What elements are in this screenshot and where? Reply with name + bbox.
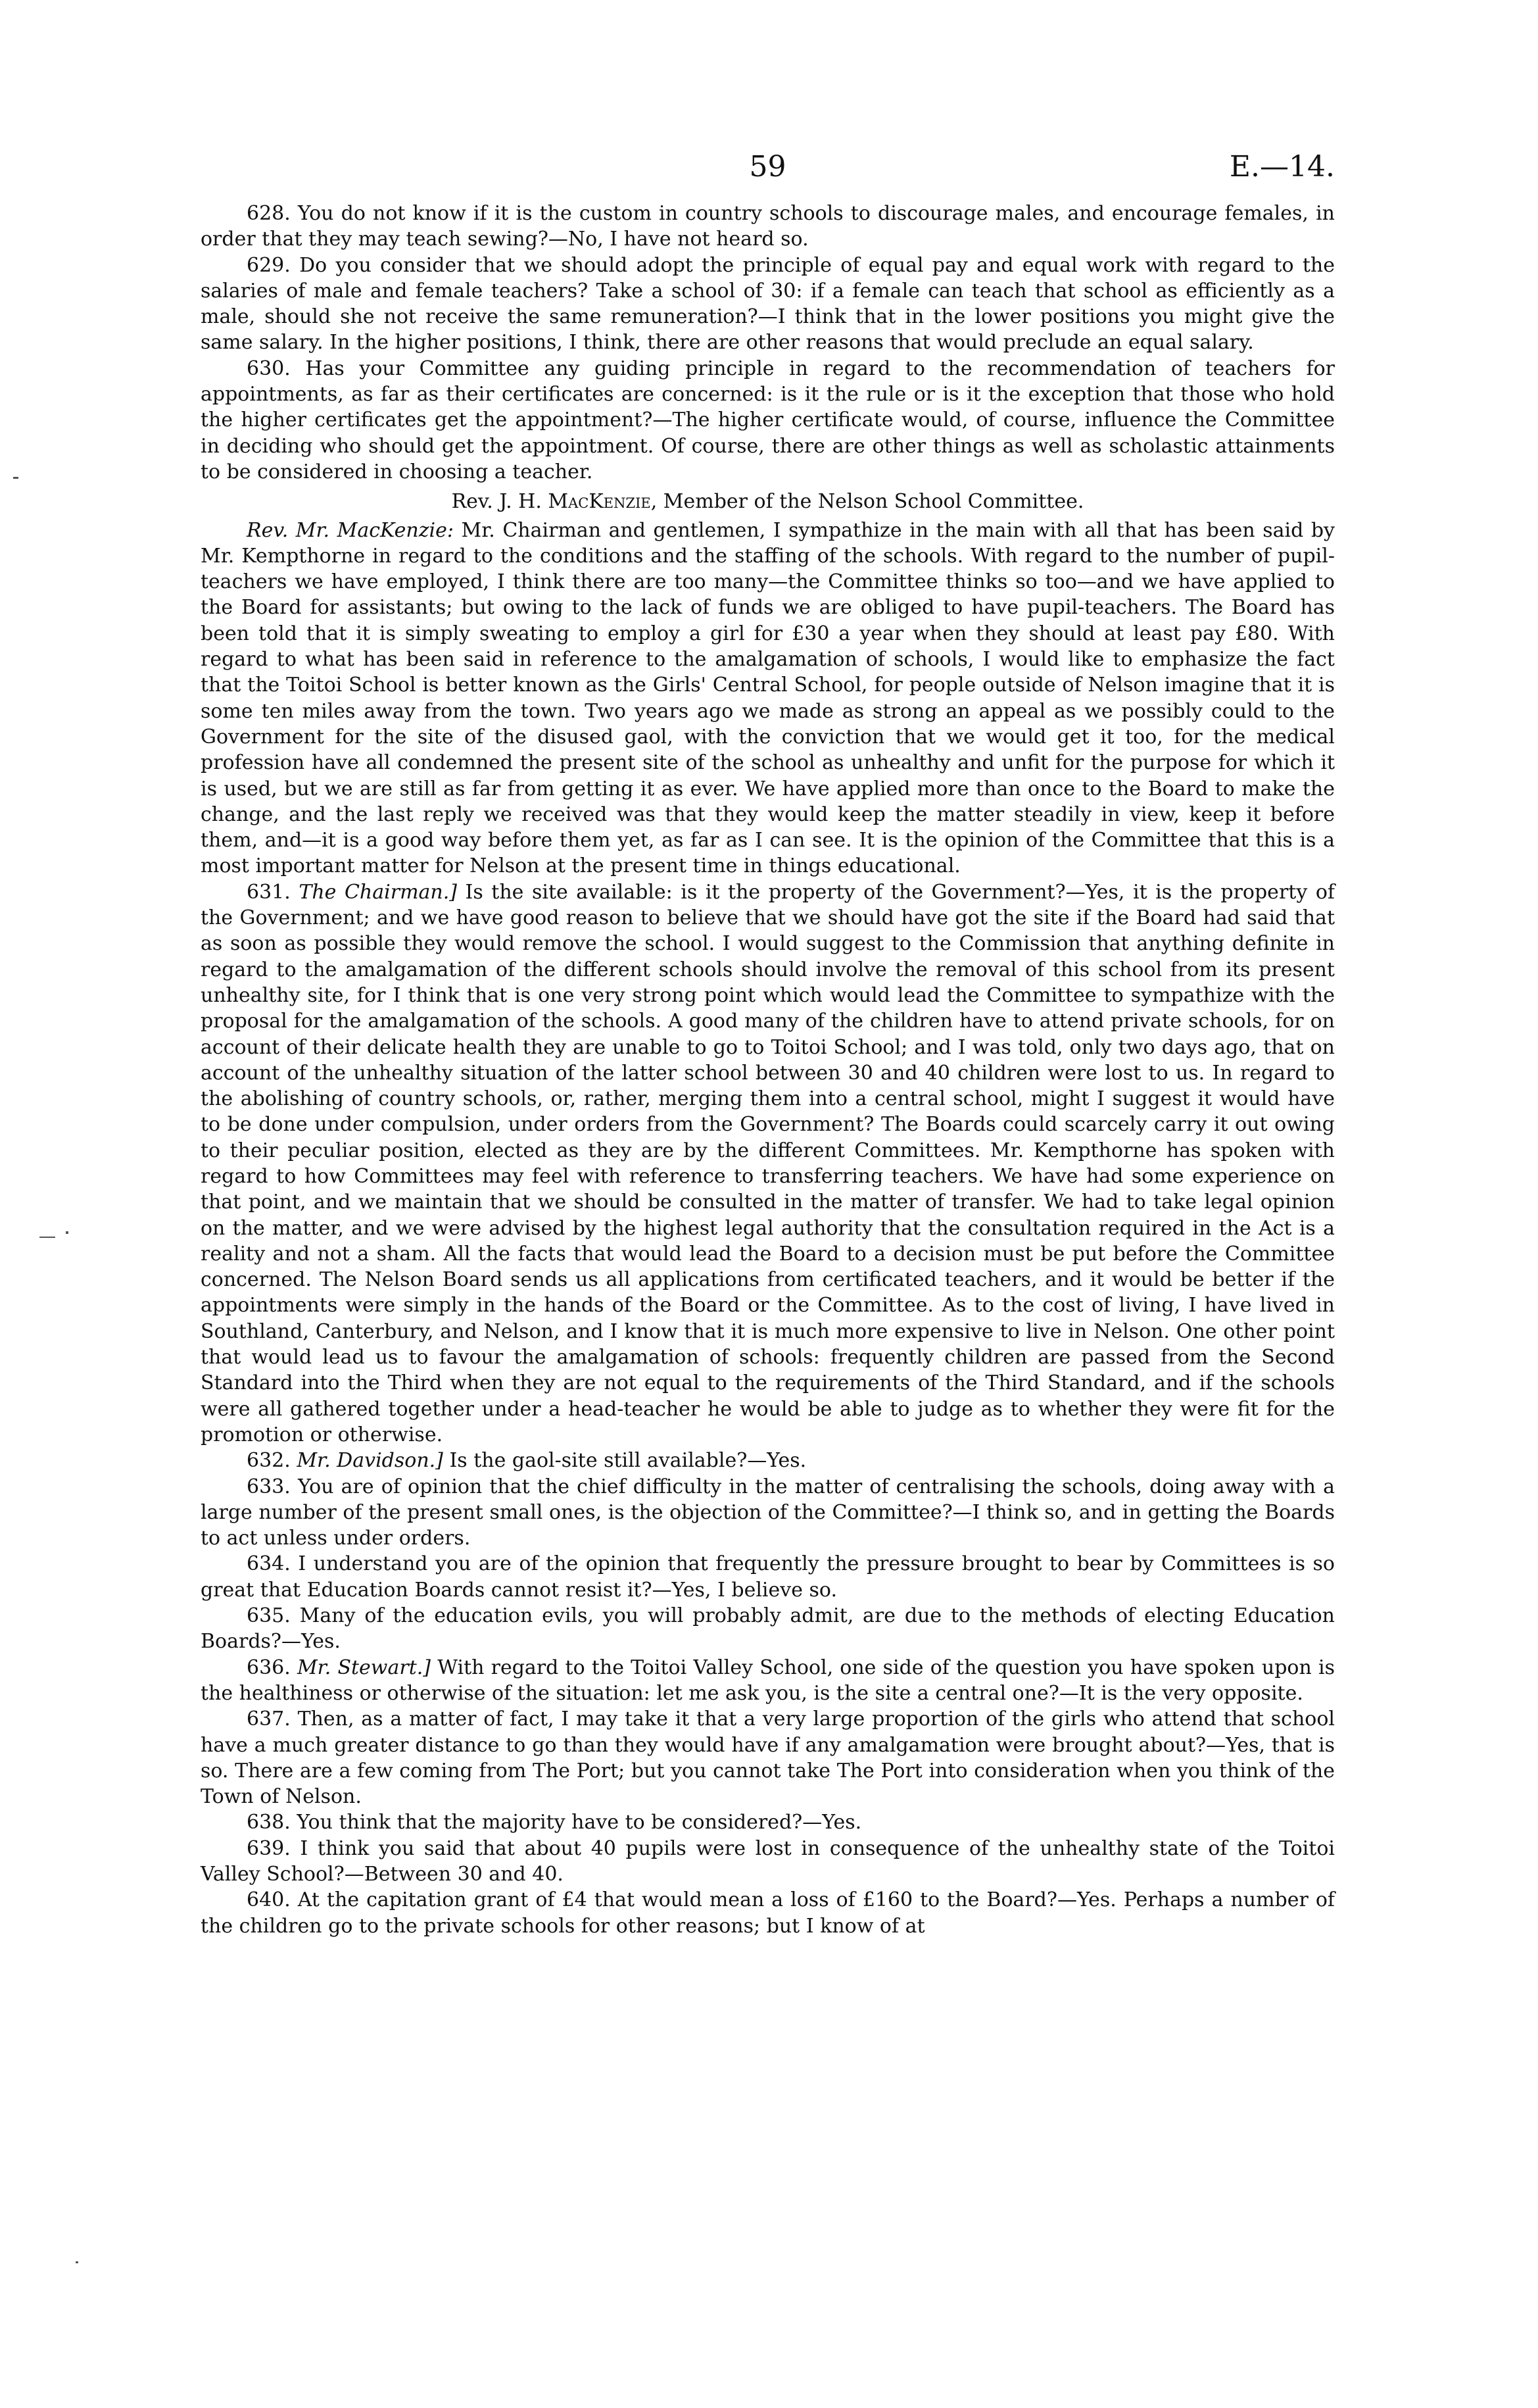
- statement-text: Mr. Chairman and gentlemen, I sympathize in the main with all that has been said by Mr. Kempthorne in regard to the conditions and the staffing of the schools. With regard to the number of pupil-teachers we have employed, I think there are too many—the Committee thinks so too—and we have applied to the Board for assistants; but owing to the lack of funds we are obliged to have pupil-teachers. The Board has been told that it is simply sweating to employ a girl for £30 a year when they should at least pay £80. With regard to what has been said in reference to the amalgamation of schools, I would like to emphasize the fact that the Toitoi School is better known as the Girls' Central School, for people outside of Nelson imagine that it is some ten miles away from the town. Two years ago we made as strong an appeal as we possibly could to the Government for the site of the disused gaol, with the conviction that we would get it too, for the medical profession have all condemned the present site of the school as unhealthy and unfit for the purpose for which it is used, but we are still as far from getting it as ever. We have applied more than once to the Board to make the change, and the last reply we received was that they would keep the matter steadily in view, keep it before them, and—it is a good way before them yet, as far as I can see. It is the opinion of the Committee that this is a most important matter for Nelson at the present time in things educational.: [201, 518, 1335, 878]
- questioner: The Chairman.]: [299, 880, 457, 904]
- question-number: 629.: [247, 253, 291, 277]
- question-number: 637.: [247, 1708, 291, 1731]
- margin-speck: [39, 1237, 55, 1238]
- witness-role: , Member of the Nelson School Committee.: [650, 490, 1084, 514]
- paragraph-640: [201, 1887, 1335, 1939]
- paragraph-text: Then, as a matter of fact, I may take it that a very large proportion of the girls who attend that school have a much greater distance to go than they would have if any amalgamation were brought about?—Yes, that is so. There are a few coming from The Port; but you cannot take The Port into consideration when you think of the Town of Nelson.: [201, 1708, 1335, 1809]
- paragraph-631: [201, 879, 1335, 1448]
- page-header: [201, 150, 1335, 189]
- question-number: 640.: [247, 1888, 291, 1912]
- question-number: 631.: [247, 880, 291, 904]
- page-number: 59: [749, 150, 786, 184]
- question-number: 635.: [247, 1604, 291, 1628]
- margin-speck: [66, 1231, 68, 1234]
- questioner: Mr. Stewart.]: [297, 1656, 431, 1679]
- paragraph-text: Is the gaol-site still available?—Yes.: [449, 1449, 807, 1473]
- question-number: 630.: [247, 356, 291, 380]
- paragraph-text: Many of the education evils, you will probably admit, are due to the methods of electing Education Boards?—Yes.: [201, 1604, 1335, 1654]
- witness-heading: [201, 489, 1335, 514]
- paragraph-630: [201, 356, 1335, 485]
- paragraph-text: You think that the majority have to be considered?—Yes.: [297, 1811, 862, 1834]
- margin-speck: [76, 2261, 78, 2263]
- paragraph-634: [201, 1551, 1335, 1603]
- paragraph-633: [201, 1474, 1335, 1552]
- questioner: Mr. Davidson.]: [297, 1449, 443, 1473]
- paragraph-text: I understand you are of the opinion that frequently the pressure brought to bear by Committees is so great that Education Boards cannot resist it?—Yes, I believe so.: [201, 1552, 1335, 1602]
- question-number: 639.: [247, 1836, 291, 1860]
- paragraph-628: [201, 201, 1335, 253]
- body-text: [201, 201, 1335, 1939]
- paragraph-637: [201, 1706, 1335, 1809]
- question-number: 638.: [247, 1811, 291, 1834]
- paragraph-636: [201, 1655, 1335, 1707]
- paragraph-629: [201, 253, 1335, 356]
- paragraph-639: [201, 1836, 1335, 1888]
- paragraph-text: You are of opinion that the chief difficulty in the matter of centralising the schools, doing away with a large number of the present small ones, is the objection of the Committee?—I think so, and in getting the Boards to act unless under orders.: [201, 1475, 1335, 1550]
- opening-statement: [201, 518, 1335, 879]
- paragraph-638: [201, 1809, 1335, 1835]
- paragraph-635: [201, 1603, 1335, 1655]
- paragraph-text: At the capitation grant of £4 that would mean a loss of £160 to the Board?—Yes. Perhaps a number of the children go to the private schools for other reasons; but I know of at: [201, 1888, 1335, 1938]
- question-number: 634.: [247, 1552, 291, 1576]
- paragraph-text: With regard to the Toitoi Valley School, one side of the question you have spoken upon is the healthiness or otherwise of the situation: let me ask you, is the site a central one?—It is the very opposite.: [201, 1656, 1335, 1705]
- paragraph-text: You do not know if it is the custom in country schools to discourage males, and encourage females, in order that they may teach sewing?—No, I have not heard so.: [201, 202, 1335, 251]
- paragraph-text: Has your Committee any guiding principle in regard to the recommendation of teachers for appointments, as far as their certificates are concerned: is it the rule or is it the exception that those who hold the higher certificates get the appointment?—The higher certificate would, of course, influence the Committee in deciding who should get the appointment. Of course, there are other things as well as scholastic attainments to be considered in choosing a teacher.: [201, 356, 1335, 483]
- paragraph-632: [201, 1448, 1335, 1473]
- paragraph-text: Is the site available: is it the property of the Government?—Yes, it is the property of the Government; and we have good reason to believe that we should have got the site if the Board had said that as soon as possible they would remove the school. I would suggest to the Commission that anything definite in regard to the amalgamation of the different schools should involve the removal of this school from its present unhealthy site, for I think that is one very strong point which would lead the Committee to sympathize with the proposal for the amalgamation of the schools. A good many of the children have to attend private schools, for on account of their delicate health they are unable to go to Toitoi School; and I was told, only two days ago, that on account of the unhealthy situation of the latter school between 30 and 40 children were lost to us. In regard to the abolishing of country schools, or, rather, merging them into a central school, might I suggest it would have to be done under compulsion, under orders from the Government? The Boards could scarcely carry it out owing to their peculiar position, elected as they are by the different Committees. Mr. Kempthorne has spoken with regard to how Committees may feel with reference to transferring teachers. We have had some experience on that point, and we maintain that we should be consulted in the matter of transfer. We had to take legal opinion on the matter, and we were advised by the highest legal authority that the consultation required in the Act is a reality and not a sham. All the facts that would lead the Board to a decision must be put before the Committee concerned. The Nelson Board sends us all applications from certificated teachers, and it would be better if the appointments were simply in the hands of the Board or the Committee. As to the cost of living, I have lived in Southland, Canterbury, and Nelson, and I know that it is much more expensive to live in Nelson. One other point that would lead us to favour the amalgamation of schools: frequently children are passed from the Second Standard into the Third when they are not equal to the requirements of the Third Standard, and if the schools were all gathered together under a head-teacher he would be able to judge as to whether they were fit for the promotion or otherwise.: [201, 880, 1335, 1446]
- margin-speck: [13, 477, 18, 479]
- paragraph-text: Do you consider that we should adopt the principle of equal pay and equal work with regard to the salaries of male and female teachers? Take a school of 30: if a female can teach that school as efficiently as a male, should she not receive the same remuneration?—I think that in the lower positions you might give the same salary. In the higher positions, I think, there are other reasons that would preclude an equal salary.: [201, 253, 1335, 355]
- witness-name: MacKenzie: [548, 490, 651, 514]
- statement-speaker: Rev. Mr. MacKenzie:: [247, 518, 454, 542]
- question-number: 636.: [247, 1656, 291, 1679]
- witness-prefix: Rev. J. H.: [451, 490, 542, 514]
- paragraph-text: I think you said that about 40 pupils were lost in consequence of the unhealthy state of the Toitoi Valley School?—Between 30 and 40.: [201, 1836, 1335, 1886]
- question-number: 633.: [247, 1475, 291, 1498]
- document-reference: E.—14.: [1229, 150, 1335, 184]
- question-number: 632.: [247, 1449, 291, 1473]
- question-number: 628.: [247, 202, 291, 225]
